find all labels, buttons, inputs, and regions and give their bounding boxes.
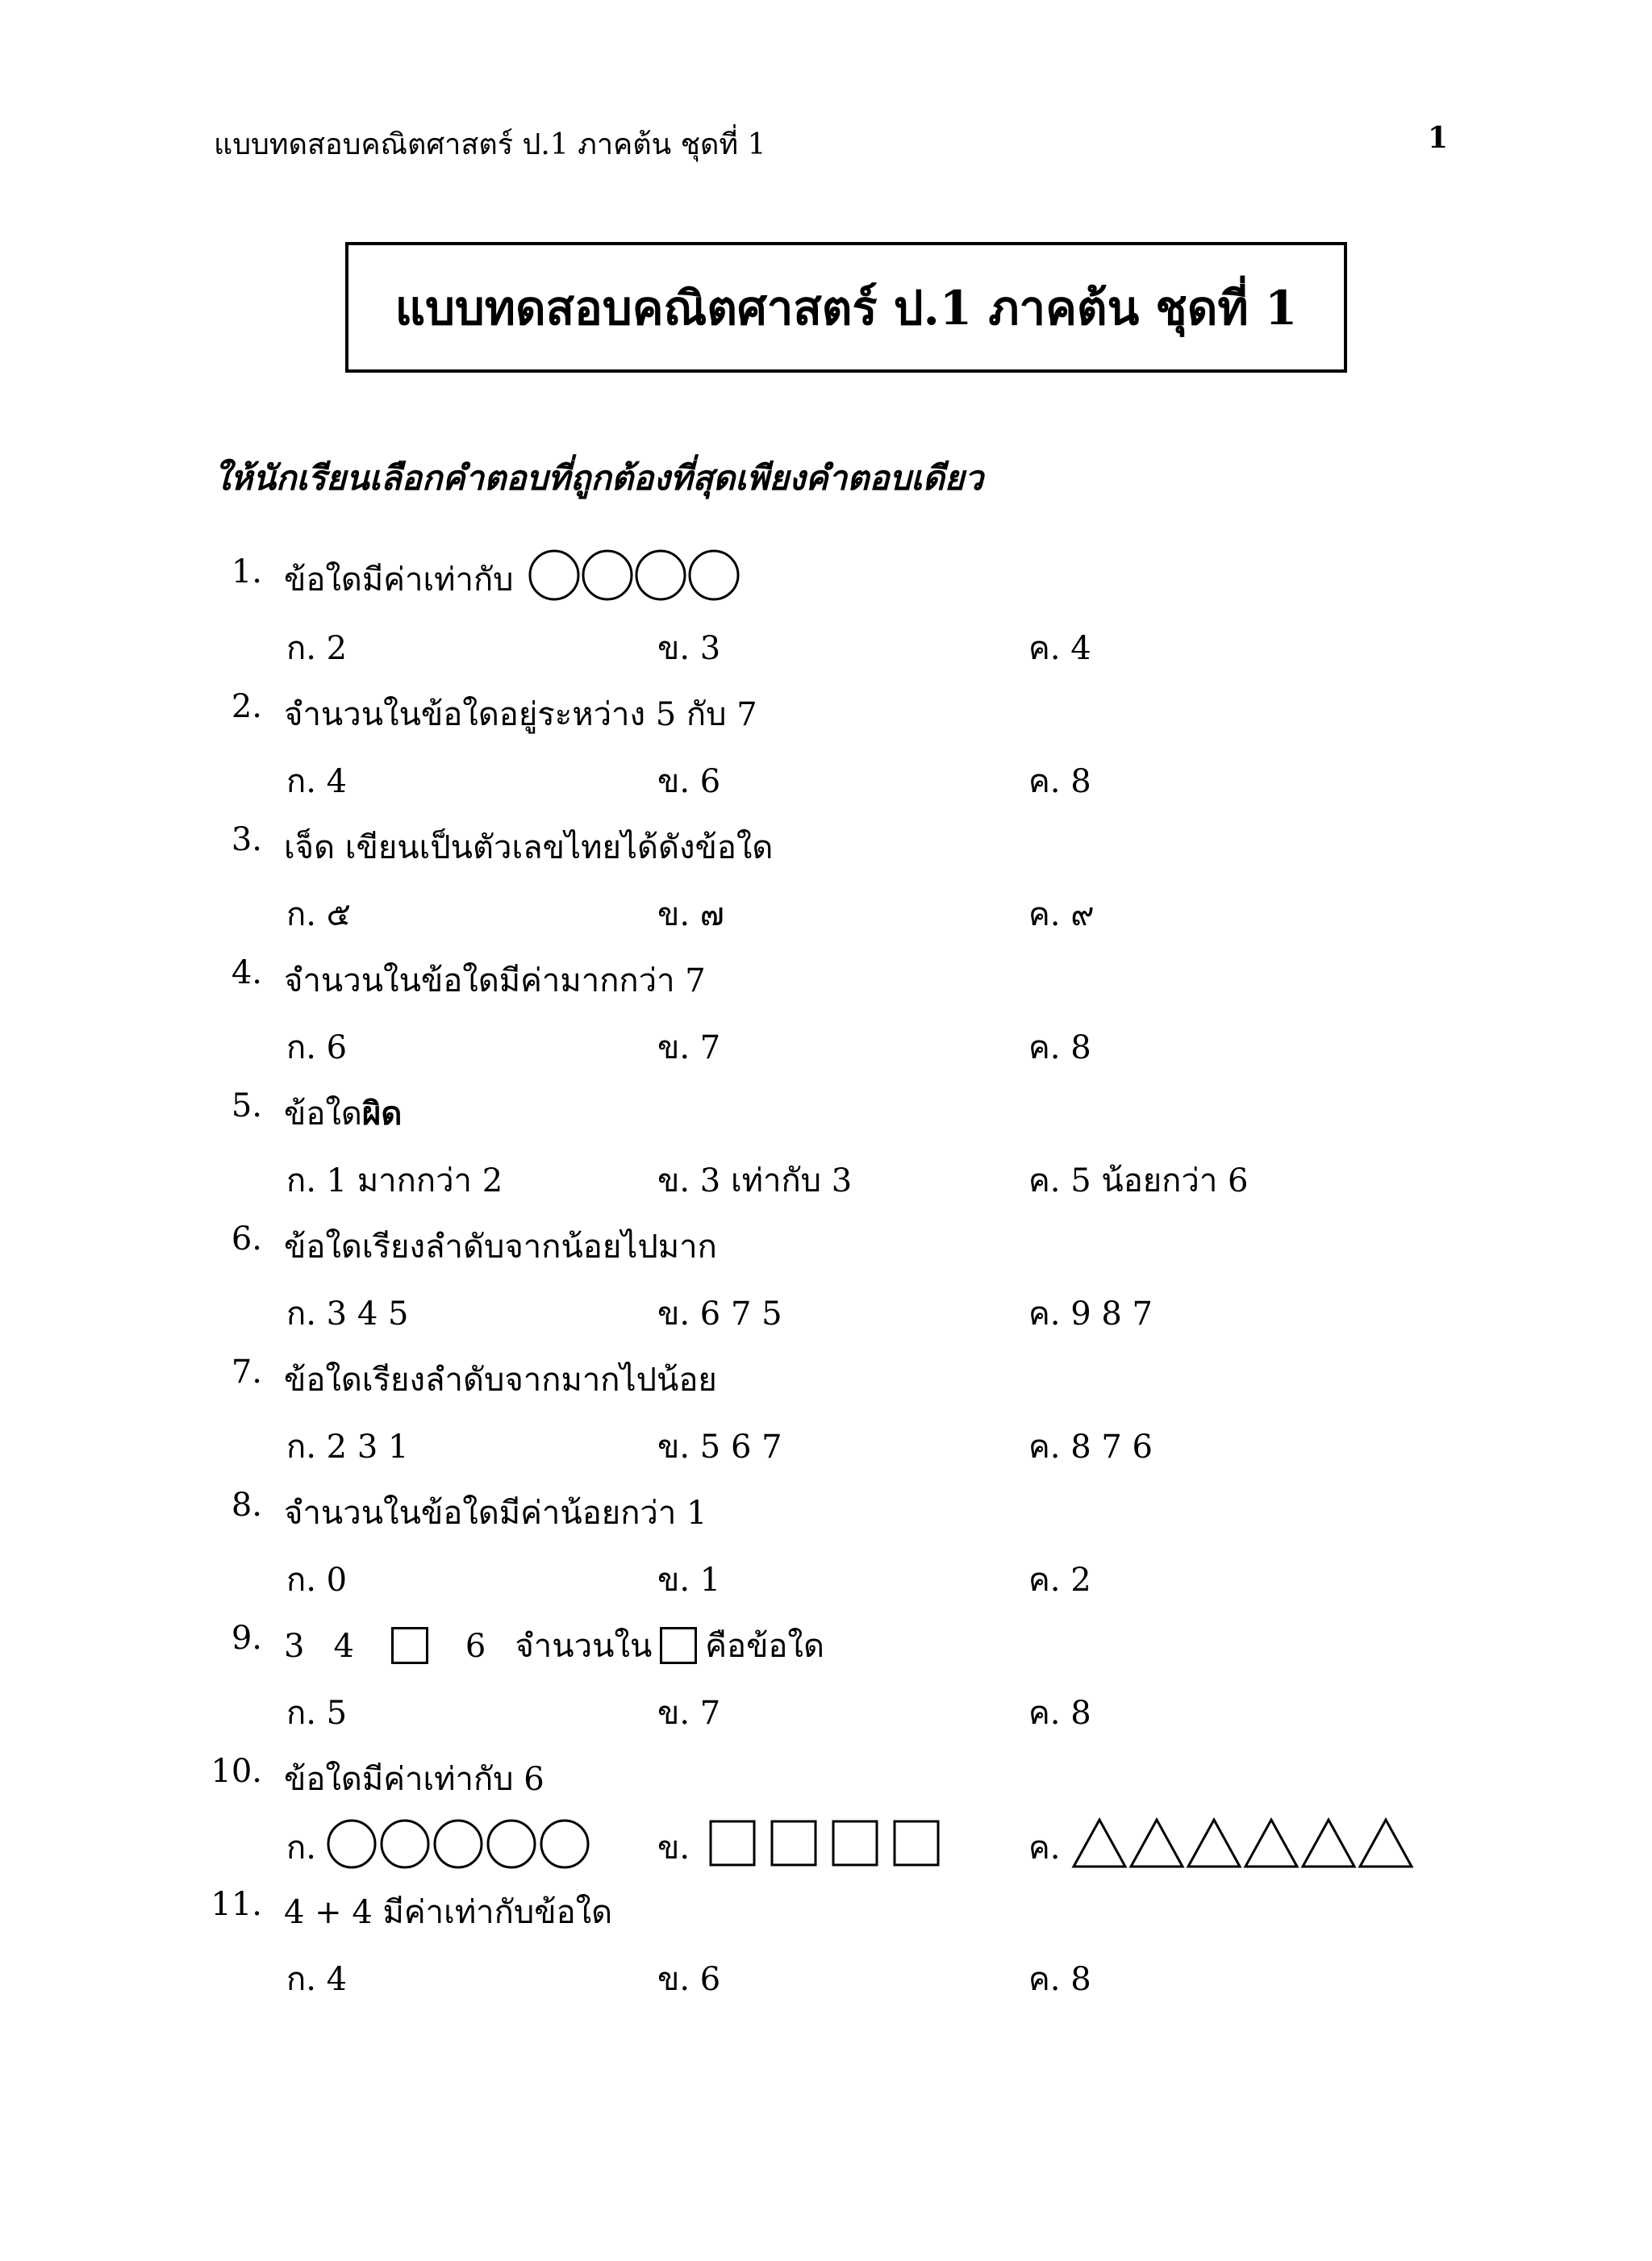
running-header: แบบทดสอบคณิตศาสตร์ ป.1 ภาคต้น ชุดที่ 1 bbox=[214, 128, 766, 161]
choice-c[interactable]: ค. 5 น้อยกว่า 6 bbox=[1028, 1162, 1249, 1199]
question-text: ข้อใดมีค่าเท่ากับ 6 bbox=[284, 1761, 544, 1798]
choice-a[interactable]: ก. 4 bbox=[286, 763, 348, 800]
choice-c[interactable]: ค. 9 8 7 bbox=[1028, 1295, 1153, 1333]
question-8 bbox=[0, 1480, 1652, 1537]
choices-1 bbox=[0, 615, 1652, 672]
question-text: จำนวนในข้อใดอยู่ระหว่าง 5 กับ 7 bbox=[284, 696, 757, 733]
choices-10 bbox=[0, 1815, 1652, 1871]
choice-c[interactable] bbox=[1028, 1821, 1060, 1873]
question-text-part: จำนวนใน bbox=[515, 1628, 653, 1665]
question-number: 4. bbox=[231, 954, 262, 991]
blank-box bbox=[660, 1627, 697, 1664]
question-text: ข้อใดเรียงลำดับจากน้อยไปมาก bbox=[284, 1229, 717, 1266]
choice-c[interactable]: ค. 8 bbox=[1028, 1029, 1091, 1066]
choice-b[interactable] bbox=[657, 1821, 690, 1873]
sequence-number: 6 bbox=[465, 1628, 486, 1665]
circle-shape bbox=[636, 551, 685, 599]
question-1 bbox=[0, 547, 1652, 603]
choice-b[interactable]: ข. 5 6 7 bbox=[657, 1429, 782, 1466]
title-box bbox=[345, 242, 1347, 373]
choices-2 bbox=[0, 749, 1652, 805]
question-11 bbox=[0, 1879, 1652, 1936]
sequence-number: 3 bbox=[284, 1628, 305, 1665]
question-number: 10. bbox=[211, 1753, 262, 1790]
choice-c[interactable]: ค. 8 7 6 bbox=[1028, 1429, 1153, 1466]
circle-shape bbox=[690, 551, 738, 599]
choice-b[interactable]: ข. ๗ bbox=[657, 896, 724, 933]
choice-b[interactable]: ข. 7 bbox=[657, 1695, 721, 1732]
choices-3 bbox=[0, 882, 1652, 938]
square-shape bbox=[895, 1821, 938, 1865]
question-number: 8. bbox=[231, 1487, 262, 1524]
choice-label: ข. bbox=[657, 1829, 690, 1867]
question-text-part: คือข้อใด bbox=[705, 1628, 824, 1665]
choice-label: ค. bbox=[1028, 1829, 1061, 1867]
four-circles-figure bbox=[528, 547, 754, 603]
choice-c[interactable]: ค. 8 bbox=[1028, 1695, 1091, 1732]
triangle-shape bbox=[1131, 1820, 1183, 1867]
choices-4 bbox=[0, 1015, 1652, 1071]
question-number: 5. bbox=[231, 1087, 262, 1124]
choice-b[interactable]: ข. 3 เท่ากับ 3 bbox=[657, 1162, 853, 1199]
triangle-shape bbox=[1360, 1820, 1412, 1867]
choice-c[interactable]: ค. 8 bbox=[1028, 1961, 1091, 1998]
choice-a[interactable]: ก. ๕ bbox=[286, 896, 351, 933]
five-circles-figure[interactable] bbox=[324, 1815, 599, 1871]
page-title: แบบทดสอบคณิตศาสตร์ ป.1 ภาคต้น ชุดที่ 1 bbox=[394, 280, 1298, 336]
circle-shape bbox=[382, 1821, 428, 1867]
choice-a[interactable]: ก. 5 bbox=[286, 1695, 348, 1732]
choice-a[interactable]: ก. 0 bbox=[286, 1562, 348, 1599]
choice-a[interactable]: ก. 1 มากกว่า 2 bbox=[286, 1162, 503, 1199]
square-shape bbox=[833, 1821, 877, 1865]
choices-11 bbox=[0, 1946, 1652, 2003]
question-9 bbox=[0, 1613, 1652, 1670]
circle-shape bbox=[530, 551, 578, 599]
choices-9 bbox=[0, 1680, 1652, 1737]
question-6 bbox=[0, 1214, 1652, 1270]
sequence-number: 4 bbox=[333, 1628, 354, 1665]
circle-shape bbox=[541, 1821, 588, 1867]
question-number: 1. bbox=[231, 553, 262, 590]
choice-a[interactable]: ก. 2 bbox=[286, 630, 348, 667]
question-10 bbox=[0, 1746, 1652, 1803]
triangle-shape bbox=[1074, 1820, 1125, 1867]
question-number: 11. bbox=[211, 1886, 262, 1923]
question-text-emphasis: ผิด bbox=[361, 1095, 403, 1133]
question-number: 2. bbox=[231, 688, 262, 725]
question-5 bbox=[0, 1081, 1652, 1137]
choice-label: ก. bbox=[286, 1829, 316, 1867]
choice-b[interactable]: ข. 6 7 5 bbox=[657, 1295, 782, 1333]
choice-c[interactable]: ค. 2 bbox=[1028, 1562, 1091, 1599]
choice-a[interactable]: ก. 2 3 1 bbox=[286, 1429, 409, 1466]
choice-b[interactable]: ข. 3 bbox=[657, 630, 721, 667]
choice-a[interactable]: ก. 3 4 5 bbox=[286, 1295, 409, 1333]
choices-6 bbox=[0, 1281, 1652, 1337]
choices-8 bbox=[0, 1547, 1652, 1604]
question-number: 9. bbox=[231, 1620, 262, 1657]
question-text-prefix: ข้อใด bbox=[284, 1095, 362, 1133]
triangle-shape bbox=[1188, 1820, 1240, 1867]
question-text: เจ็ด เขียนเป็นตัวเลขไทยได้ดังข้อใด bbox=[284, 829, 774, 866]
question-text bbox=[284, 1087, 402, 1139]
triangle-shape bbox=[1303, 1820, 1354, 1867]
choice-c[interactable]: ค. 8 bbox=[1028, 763, 1091, 800]
choice-a[interactable]: ก. 6 bbox=[286, 1029, 348, 1066]
choice-c[interactable]: ค. 4 bbox=[1028, 630, 1091, 667]
choice-a[interactable] bbox=[286, 1821, 316, 1873]
circle-shape bbox=[328, 1821, 375, 1867]
choice-b[interactable]: ข. 6 bbox=[657, 763, 721, 800]
circle-shape bbox=[583, 551, 632, 599]
question-text: ข้อใดมีค่าเท่ากับ bbox=[284, 561, 514, 599]
question-7 bbox=[0, 1347, 1652, 1404]
choice-c[interactable]: ค. ๙ bbox=[1028, 896, 1095, 933]
square-shape bbox=[711, 1821, 754, 1865]
question-text bbox=[284, 1620, 824, 1671]
question-text: 4 + 4 มีค่าเท่ากับข้อใด bbox=[284, 1894, 613, 1931]
question-3 bbox=[0, 815, 1652, 871]
question-number: 6. bbox=[231, 1220, 262, 1258]
triangle-shape bbox=[1245, 1820, 1297, 1867]
choice-a[interactable]: ก. 4 bbox=[286, 1961, 348, 1998]
question-2 bbox=[0, 682, 1652, 738]
question-number: 3. bbox=[231, 821, 262, 858]
question-4 bbox=[0, 948, 1652, 1004]
choice-b[interactable]: ข. 7 bbox=[657, 1029, 721, 1066]
question-text: ข้อใดเรียงลำดับจากมากไปน้อย bbox=[284, 1362, 717, 1399]
four-squares-figure[interactable] bbox=[708, 1815, 950, 1871]
square-shape bbox=[772, 1821, 816, 1865]
page-number: 1 bbox=[1428, 121, 1449, 155]
circle-shape bbox=[488, 1821, 535, 1867]
choice-b[interactable]: ข. 6 bbox=[657, 1961, 721, 1998]
question-number: 7. bbox=[231, 1354, 262, 1391]
instruction: ให้นักเรียนเลือกคำตอบที่ถูกต้องที่สุดเพียงคำตอบเดียว bbox=[214, 458, 984, 498]
choices-7 bbox=[0, 1414, 1652, 1470]
choice-b[interactable]: ข. 1 bbox=[657, 1562, 721, 1599]
question-text: จำนวนในข้อใดมีค่าน้อยกว่า 1 bbox=[284, 1495, 707, 1532]
question-text: จำนวนในข้อใดมีค่ามากกว่า 7 bbox=[284, 962, 706, 999]
choices-5 bbox=[0, 1148, 1652, 1204]
circle-shape bbox=[435, 1821, 482, 1867]
blank-box bbox=[391, 1627, 428, 1664]
six-triangles-figure[interactable] bbox=[1071, 1815, 1418, 1871]
